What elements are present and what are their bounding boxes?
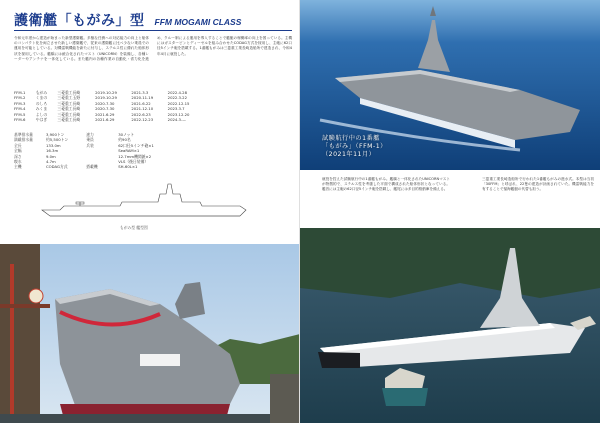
ship-cell: 三菱重工玉野 [57, 95, 81, 101]
spec-table [14, 132, 292, 174]
spec-value: VLS（後日装備） [118, 159, 149, 165]
photo-caption-line3: （2021年11月） [322, 151, 376, 158]
spec-key: 主機 [14, 164, 22, 170]
ship-cell: FFM-5 [14, 111, 26, 117]
spec-value: 133.0m [46, 142, 61, 148]
ship-cell: 三菱重工長崎 [57, 90, 81, 95]
title-divider [14, 30, 292, 31]
ship-cell: みくま [35, 106, 48, 112]
ship-cell: 2022.3.22 [167, 95, 187, 101]
ship-cell: 2024.3.— [167, 117, 186, 123]
spec-value: 3,900トン [46, 132, 65, 137]
ship-cell: FFM-4 [14, 106, 26, 112]
article-title-en: FFM MOGAMI CLASS [154, 17, 242, 27]
article-body: 令和元年度から建造が始まった新型護衛艦。多様な任務への対応能力の向上と船体のコンパクト化を両立させた新しい護衛艦で、従来の護衛艦に比べ少ない乗員での運用を可能としている。対機雷戦機能を新たに付与し、ステルス性に優れた船体形状を採用している。艦橋には統合化されたマスト（UNICORN）を装備し、各種レーダーやアンテナを一体化している。また艦内の各種作業の自動化・省力化を進め、クルー制による運用を導入することで艦艇の稼働率の向上を図っている。主機にはガスタービンとディーゼルを組み合わせたCODAG方式を採用し、主砲に62口径5インチ砲を搭載する。1番艦もがみは三菱重工業長崎造船所で建造され、令和4年4月に就役した。 [14, 36, 292, 61]
spec-value: 30ノット [118, 132, 135, 137]
right-text-column-1: 就役を控えた試験航行中の1番艦もがみ。艦橋と一体化されたUNICORNマストが特徴的で、ステルス性を考慮した平面で構成された船体形状となっている。艦首には主砲の62口径5インチ砲を搭載し、艦尾には多目的格納庫を備える。 [322, 177, 450, 192]
spec-key: 満載排水量 [14, 137, 33, 143]
spec-row [86, 164, 154, 169]
drawing-caption: もがみ型 艦型図 [120, 225, 148, 230]
ship-row [14, 117, 204, 122]
photo-caption [322, 135, 387, 159]
ship-cell: 三菱重工長崎 [57, 111, 81, 117]
spec-key: 深さ [14, 153, 22, 159]
sea-trial-photo [300, 0, 600, 170]
ship-cell: FFM-6 [14, 117, 26, 123]
ship-cell: 2023.3.7 [167, 106, 185, 112]
spec-row [14, 164, 68, 169]
spec-key: 全幅 [14, 148, 22, 154]
spec-key: 搭載機 [86, 164, 98, 170]
spec-value: 9.0m [46, 153, 56, 159]
ship-cell: 2020.7.30 [95, 100, 115, 106]
spec-key: 兵装 [86, 142, 94, 148]
photo-caption-line1: 試験航行中の1番艦 [322, 135, 380, 142]
ship-cell: 2021.12.10 [131, 106, 154, 112]
ship-cell: 2021.3.3 [131, 90, 149, 95]
ship-cell: FFM-3 [14, 100, 26, 106]
article-title-ja: 護衛艦「もがみ」型 [14, 13, 145, 29]
spec-key: 基準排水量 [14, 132, 33, 137]
photo-caption-line2: 「もがみ」（FFM-1） [322, 143, 387, 150]
ship-cell: のしろ [35, 100, 48, 106]
ship-cell: 2021.6.29 [95, 111, 115, 117]
right-text-column-2: 三菱重工業長崎造船所で行われた1番艦もがみの進水式。本型は当初「30FFM」と呼ばれ、22隻の建造が計画されていた。機雷戦能力を有することで掃海艦艇の代替も担う。 [482, 177, 594, 192]
ship-cell: 2019.10.29 [95, 95, 117, 101]
spec-key: 全長 [14, 142, 22, 148]
ship-cell: 2020.7.30 [95, 106, 115, 112]
ship-cell: 2021.6.29 [95, 117, 115, 123]
spec-value: 62口径5インチ砲×1 [118, 142, 154, 148]
ship-cell: 三菱重工長崎 [57, 117, 81, 123]
spec-key: 乗員 [86, 137, 94, 143]
spec-column-left [14, 132, 68, 174]
ship-cell: FFM-1 [14, 90, 26, 95]
spec-value: CODAG方式 [46, 164, 68, 170]
ship-cell: 2023.12.20 [167, 111, 190, 117]
ship-cell: 2021.6.22 [131, 100, 151, 106]
ship-cell: 2022.12.23 [131, 117, 154, 123]
spec-value: 12.7mm機関銃×2 [118, 153, 152, 159]
right-page [300, 0, 600, 423]
spec-value: 4.7m [46, 159, 56, 165]
ship-cell: 三菱重工長崎 [57, 106, 81, 112]
ship-cell: 2019.10.29 [95, 90, 117, 95]
ship-cell: 2022.4.28 [167, 90, 187, 95]
ship-list-table [14, 90, 204, 122]
launch-ceremony-photo [0, 244, 300, 423]
spec-column-right [86, 132, 154, 174]
ship-cell: 2020.11.19 [131, 95, 154, 101]
spec-key: 速力 [86, 132, 94, 137]
ship-cell: やはぎ [35, 117, 48, 123]
ship-cell: 三菱重工長崎 [57, 100, 81, 106]
ship-cell: 2022.12.15 [167, 100, 190, 106]
ship-line-drawing [40, 180, 250, 222]
spec-value: 約5,500トン [46, 137, 69, 143]
spec-key: 喫水 [14, 159, 22, 165]
spec-value: SeaRAM×1 [118, 148, 140, 154]
ship-cell: FFM-2 [14, 95, 26, 101]
ship-cell: くまの [35, 95, 48, 101]
ship-cell: 2022.6.23 [131, 111, 151, 117]
ship-cell: もがみ [35, 90, 48, 95]
spec-value: 16.3m [46, 148, 59, 154]
spec-value: 約90名 [118, 137, 131, 143]
spec-value: SH-60L×1 [118, 164, 138, 170]
ship-cell: よしの [35, 111, 48, 117]
ship-row [14, 106, 204, 111]
article-title [14, 10, 241, 30]
harbor-photo [300, 228, 600, 423]
